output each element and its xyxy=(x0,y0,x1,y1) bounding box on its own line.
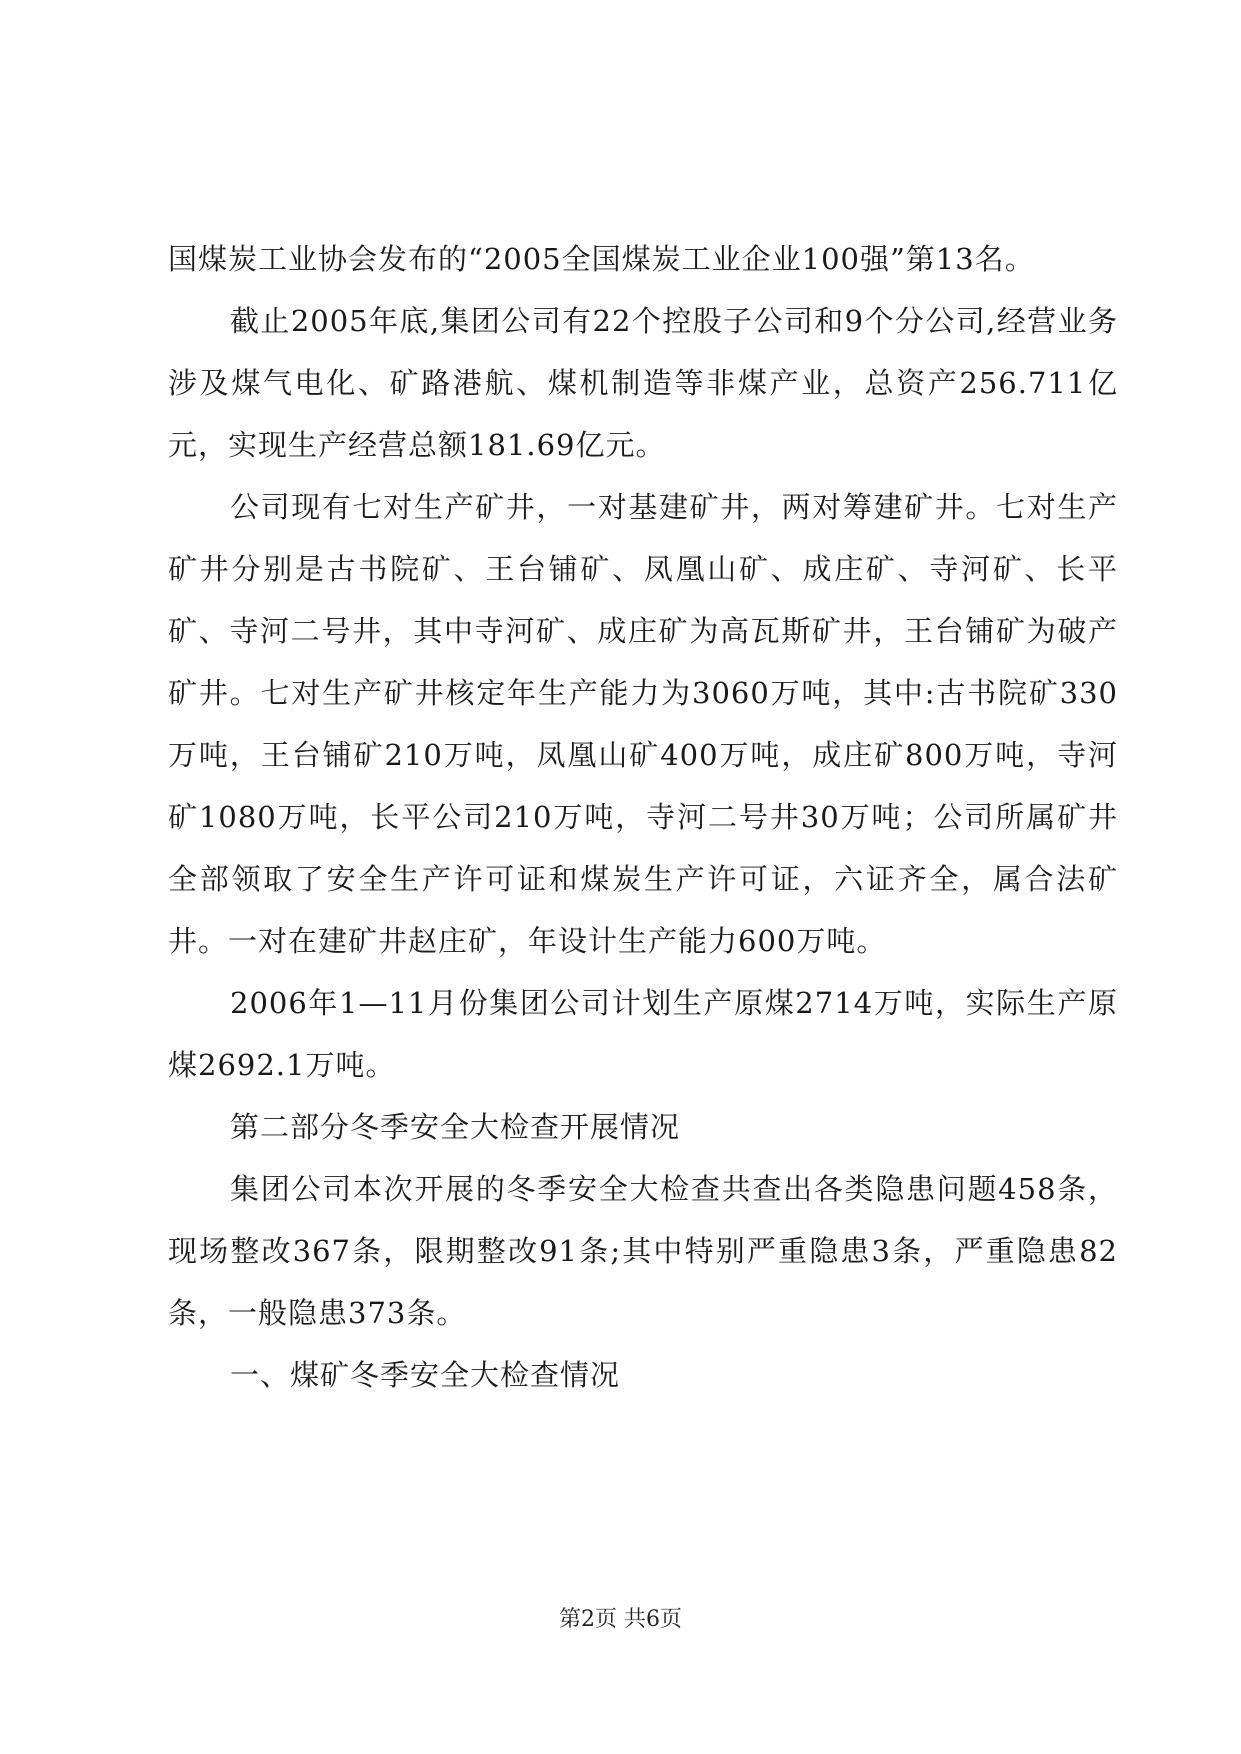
paragraph-company-overview: 截止2005年底,集团公司有22个控股子公司和9个分公司,经营业务涉及煤气电化、矿路港航、煤机制造等非煤产业，总资产256.711亿元，实现生产经营总额181.69亿元。 xyxy=(168,304,1118,462)
page-footer xyxy=(0,1605,1241,1635)
paragraph-inspection-summary: 集团公司本次开展的冬季安全大检查共查出各类隐患问题458条，现场整改367条，限期整改91条;其中特别严重隐患3条，严重隐患82条，一般隐患373条。 xyxy=(168,1172,1118,1330)
page-number: 第2页 共6页 xyxy=(559,1607,682,1632)
paragraph-continuation: 国煤炭工业协会发布的“2005全国煤炭工业企业100强”第13名。 xyxy=(168,242,1035,276)
subsection-heading-coal-mine: 一、煤矿冬季安全大检查情况 xyxy=(230,1358,621,1392)
document-body xyxy=(168,228,1118,1406)
paragraph-mines: 公司现有七对生产矿井，一对基建矿井，两对筹建矿井。七对生产矿井分别是古书院矿、王台铺矿、凤凰山矿、成庄矿、寺河矿、长平矿、寺河二号井，其中寺河矿、成庄矿为高瓦斯矿井，王台铺矿为破产矿井。七对生产矿井核定年生产能力为3060万吨，其中:古书院矿330万吨，王台铺矿210万吨，凤凰山矿400万吨，成庄矿800万吨，寺河矿1080万吨，长平公司210万吨，寺河二号井30万吨；公司所属矿井全部领取了安全生产许可证和煤炭生产许可证，六证齐全，属合法矿井。一对在建矿井赵庄矿，年设计生产能力600万吨。 xyxy=(168,490,1118,958)
section-heading-part-two: 第二部分冬季安全大检查开展情况 xyxy=(230,1110,681,1144)
paragraph-production: 2006年1—11月份集团公司计划生产原煤2714万吨，实际生产原煤2692.1万吨。 xyxy=(168,986,1118,1082)
